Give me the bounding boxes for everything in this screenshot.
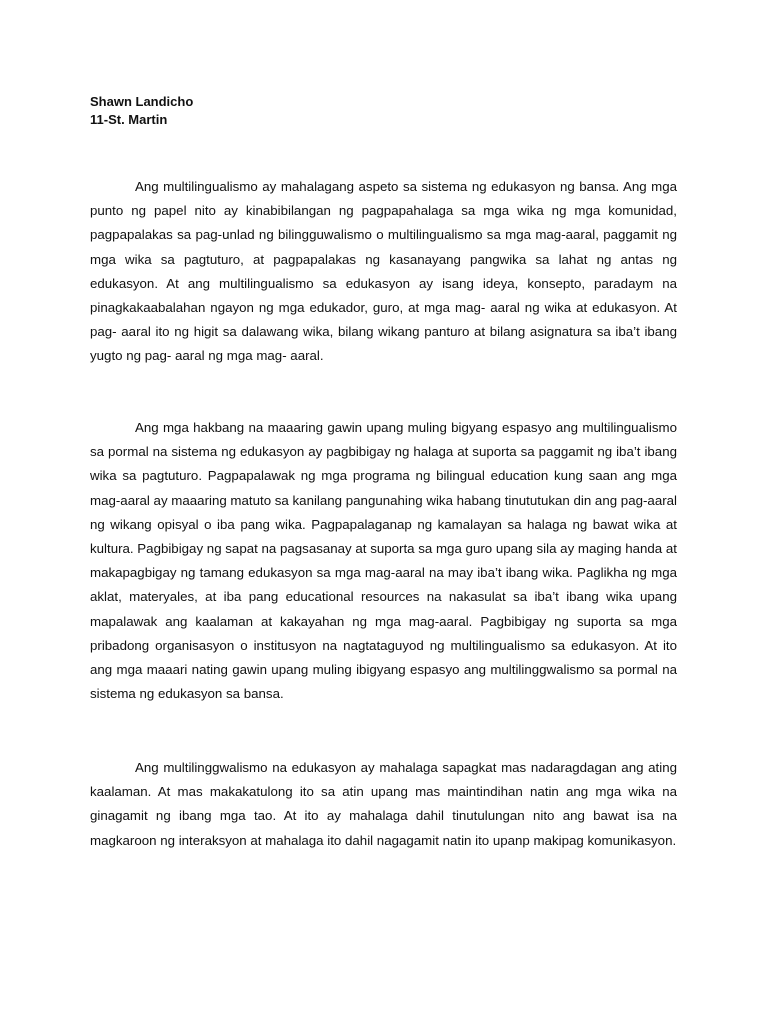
paragraph-3: Ang multilinggwalismo na edukasyon ay mahalaga sapagkat mas nadaragdagan ang ating kaalaman. At mas makakatulong ito sa atin upang mas maintindihan natin ang mga wika na ginagamit ng ibang mga tao. At ito ay mahalaga dahil tinutulungan nito ang bawat isa na magkaroon ng interaksyon at mahalaga ito dahil nagagamit natin ito upanp makipag komunikasyon.: [90, 760, 677, 848]
paragraph-1: Ang multilingualismo ay mahalagang aspeto sa sistema ng edukasyon ng bansa. Ang mga punto ng papel nito ay kinabibilangan ng pagpapahalaga sa mga wika ng mga komunidad, pagpapalakas sa pag-unlad ng bilingguwalismo o multilingualismo sa mga mag-aaral, paggamit ng mga wika sa pagtuturo, at pagpapalakas ng kasanayang pangwika sa lahat ng antas ng edukasyon. At ang multilingualismo sa edukasyon ay isang ideya, konsepto, paradaym na pinagkakaabalahan ngayon ng mga edukador, guro, at mga mag- aaral ng wika at edukasyon. At pag- aaral ito ng higit sa dalawang wika, bilang wikang panturo at bilang asignatura sa iba’t ibang yugto ng pag- aaral ng mga mag- aaral.: [90, 179, 677, 364]
author-name: Shawn Landicho: [90, 94, 194, 109]
paragraph-2: Ang mga hakbang na maaaring gawin upang muling bigyang espasyo ang multilingualismo sa pormal na sistema ng edukasyon ay pagbibigay ng halaga at suporta sa paggamit ng iba’t ibang wika sa pagtuturo. Pagpapalawak ng mga programa ng bilingual education kung saan ang mga mag-aaral ay maaaring matuto sa kanilang pangunahing wika habang tinututukan din ang pag-aaral ng wikang opisyal o iba pang wika. Pagpapalaganap ng kamalayan sa halaga ng bawat wika at kultura. Pagbibigay ng sapat na pagsasanay at suporta sa mga guro upang sila ay maging handa at makapagbigay ng tamang edukasyon sa mga mag-aaral na may iba’t ibang wika. Paglikha ng mga aklat, materyales, at iba pang educational resources na nakasulat sa iba’t ibang wika upang mapalawak ang kaalaman at kakayahan ng mga mag-aaral. Pagbibigay ng suporta sa mga pribadong organisasyon o institusyon na nagtataguyod ng multilingualismo sa edukasyon. At ito ang mga maaari nating gawin upang muling ibigyang espasyo ang multilinggwalismo sa pormal na sistema ng edukasyon sa bansa.: [90, 420, 677, 702]
author-header: [90, 93, 193, 129]
author-section: 11-St. Martin: [90, 112, 168, 127]
